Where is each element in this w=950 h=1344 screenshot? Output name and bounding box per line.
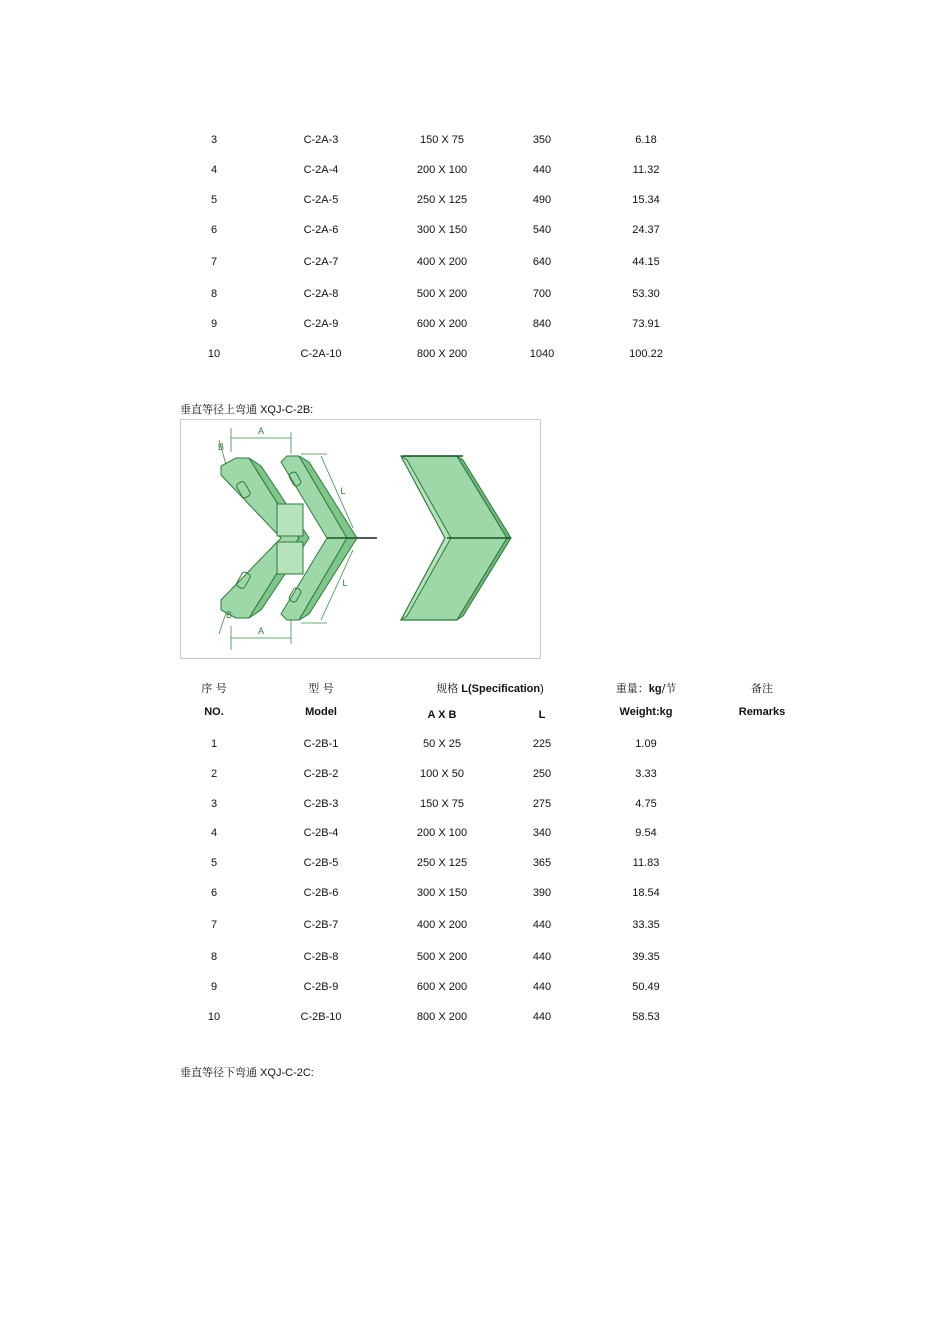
cell-l: 1040 xyxy=(529,348,555,360)
cell-ab: 300 X 150 xyxy=(416,887,468,899)
table-b-header-cn xyxy=(0,680,950,696)
cell-l: 440 xyxy=(532,981,552,993)
cell-model: C-2B-9 xyxy=(303,981,339,993)
header-weight-suffix: /节 xyxy=(661,682,677,695)
table-row xyxy=(0,857,950,873)
cell-no: 2 xyxy=(210,768,218,780)
cell-ab: 150 X 75 xyxy=(419,798,465,810)
cell-model: C-2B-6 xyxy=(303,887,339,899)
cell-model: C-2A-9 xyxy=(303,318,339,330)
table-row xyxy=(0,348,950,364)
cell-model: C-2A-10 xyxy=(300,348,342,360)
table-row xyxy=(0,798,950,814)
cell-weight: 11.83 xyxy=(632,857,660,869)
cell-model: C-2B-1 xyxy=(303,738,339,750)
cell-weight: 39.35 xyxy=(632,951,660,963)
cell-ab: 250 X 125 xyxy=(416,857,468,869)
cell-l: 275 xyxy=(532,798,552,810)
cell-ab: 400 X 200 xyxy=(416,256,468,268)
table-row xyxy=(0,981,950,997)
header-weight-prefix: 重量： xyxy=(615,682,649,695)
cell-l: 700 xyxy=(532,288,552,300)
header-spec-suffix: L(Specification xyxy=(461,683,541,695)
table-row xyxy=(0,288,950,304)
table-row xyxy=(0,164,950,180)
caption-cn: 垂直等径上弯通 xyxy=(180,403,257,416)
cell-ab: 300 X 150 xyxy=(416,224,468,236)
cell-weight: 73.91 xyxy=(632,318,660,330)
table-row xyxy=(0,827,950,843)
cell-ab: 150 X 75 xyxy=(419,134,465,146)
cell-model: C-2A-5 xyxy=(303,194,339,206)
cell-no: 9 xyxy=(210,981,218,993)
cell-weight: 18.54 xyxy=(632,887,660,899)
header-spec-paren: ) xyxy=(540,683,544,695)
cell-no: 4 xyxy=(210,827,218,839)
cell-ab: 400 X 200 xyxy=(416,919,468,931)
caption-code: XQJ-C-2B: xyxy=(260,404,314,416)
cell-no: 6 xyxy=(210,224,218,236)
dim-label-a-bottom: A xyxy=(257,626,265,636)
cell-ab: 250 X 125 xyxy=(416,194,468,206)
cell-l: 440 xyxy=(532,919,552,931)
cell-no: 8 xyxy=(210,951,218,963)
table-row xyxy=(0,194,950,210)
cell-model: C-2A-4 xyxy=(303,164,339,176)
table-row xyxy=(0,1011,950,1027)
cell-weight: 4.75 xyxy=(635,798,657,810)
table-row xyxy=(0,318,950,334)
cell-no: 8 xyxy=(210,288,218,300)
header-remarks: Remarks xyxy=(738,706,786,718)
cell-ab: 800 X 200 xyxy=(416,1011,468,1023)
cell-ab: 600 X 200 xyxy=(416,981,468,993)
cell-l: 340 xyxy=(532,827,552,839)
cell-l: 365 xyxy=(532,857,552,869)
cell-model: C-2B-10 xyxy=(300,1011,342,1023)
cell-l: 540 xyxy=(532,224,552,236)
table-row xyxy=(0,738,950,754)
cell-model: C-2A-6 xyxy=(303,224,339,236)
cell-model: C-2B-3 xyxy=(303,798,339,810)
cell-ab: 50 X 25 xyxy=(423,738,461,750)
cell-weight: 3.33 xyxy=(635,768,657,780)
cell-no: 7 xyxy=(210,256,218,268)
cell-weight: 50.49 xyxy=(632,981,660,993)
cell-model: C-2A-7 xyxy=(303,256,339,268)
table-row xyxy=(0,951,950,967)
header-model-cn: 型 号 xyxy=(308,682,334,695)
caption-cn: 垂直等径下弯通 xyxy=(180,1066,257,1079)
cell-no: 10 xyxy=(207,348,221,360)
cell-weight: 100.22 xyxy=(629,348,663,360)
table-row xyxy=(0,256,950,272)
cell-l: 440 xyxy=(532,951,552,963)
cell-l: 390 xyxy=(532,887,552,899)
cell-no: 3 xyxy=(210,134,218,146)
cell-model: C-2A-3 xyxy=(303,134,339,146)
cell-no: 6 xyxy=(210,887,218,899)
dim-label-l-top: L xyxy=(340,486,346,496)
cell-weight: 1.09 xyxy=(635,738,657,750)
cell-model: C-2B-7 xyxy=(303,919,339,931)
elbow-drawing xyxy=(181,420,540,658)
cell-weight: 9.54 xyxy=(635,827,657,839)
cell-ab: 800 X 200 xyxy=(416,348,468,360)
cell-model: C-2A-8 xyxy=(303,288,339,300)
table-row xyxy=(0,768,950,784)
cell-ab: 200 X 100 xyxy=(416,827,468,839)
cell-l: 225 xyxy=(532,738,552,750)
header-weight-unit: kg xyxy=(648,683,662,695)
cell-no: 1 xyxy=(210,738,218,750)
section-caption-c xyxy=(180,1064,314,1080)
table-row xyxy=(0,887,950,903)
cell-no: 5 xyxy=(210,857,218,869)
dim-label-a-top: A xyxy=(257,426,265,436)
cell-weight: 33.35 xyxy=(632,919,660,931)
header-remarks-cn: 备注 xyxy=(751,682,773,695)
cell-l: 440 xyxy=(532,1011,552,1023)
header-model: Model xyxy=(305,706,337,718)
cell-model: C-2B-5 xyxy=(303,857,339,869)
cell-weight: 58.53 xyxy=(632,1011,660,1023)
table-row xyxy=(0,134,950,150)
cell-no: 3 xyxy=(210,798,218,810)
cell-no: 10 xyxy=(207,1011,221,1023)
dim-label-b-top: B xyxy=(217,442,225,452)
cell-l: 350 xyxy=(532,134,552,146)
cell-model: C-2B-4 xyxy=(303,827,339,839)
header-spec-cn xyxy=(415,680,565,696)
section-caption-b xyxy=(180,401,313,417)
cell-weight: 11.32 xyxy=(632,164,660,176)
cell-weight: 6.18 xyxy=(635,134,657,146)
cell-ab: 200 X 100 xyxy=(416,164,468,176)
cell-no: 7 xyxy=(210,919,218,931)
header-no-cn: 序 号 xyxy=(201,682,227,695)
cell-l: 490 xyxy=(532,194,552,206)
cell-l: 640 xyxy=(532,256,552,268)
header-ab: A X B xyxy=(427,709,457,721)
table-row xyxy=(0,224,950,240)
cell-weight: 24.37 xyxy=(632,224,660,236)
cell-ab: 100 X 50 xyxy=(419,768,465,780)
cell-model: C-2B-2 xyxy=(303,768,339,780)
cell-no: 5 xyxy=(210,194,218,206)
cell-l: 840 xyxy=(532,318,552,330)
table-b-header-en xyxy=(0,706,950,722)
dim-label-b-bottom: B xyxy=(225,610,233,620)
elbow-assembled-drawing xyxy=(401,456,511,620)
cell-weight: 15.34 xyxy=(632,194,660,206)
cell-model: C-2B-8 xyxy=(303,951,339,963)
header-weight: Weight:kg xyxy=(619,706,673,718)
cell-ab: 600 X 200 xyxy=(416,318,468,330)
header-no: NO. xyxy=(204,706,224,718)
cell-no: 4 xyxy=(210,164,218,176)
cell-ab: 500 X 200 xyxy=(416,951,468,963)
cell-l: 440 xyxy=(532,164,552,176)
elbow-figure xyxy=(180,419,541,659)
dim-label-l-bottom: L xyxy=(342,578,348,588)
cell-weight: 53.30 xyxy=(632,288,660,300)
cell-l: 250 xyxy=(532,768,552,780)
caption-code: XQJ-C-2C: xyxy=(260,1067,314,1079)
cell-no: 9 xyxy=(210,318,218,330)
cell-ab: 500 X 200 xyxy=(416,288,468,300)
table-row xyxy=(0,919,950,935)
header-spec-prefix: 规格 xyxy=(436,682,459,695)
header-l: L xyxy=(538,709,546,721)
cell-weight: 44.15 xyxy=(632,256,660,268)
elbow-exploded-drawing xyxy=(219,428,377,650)
